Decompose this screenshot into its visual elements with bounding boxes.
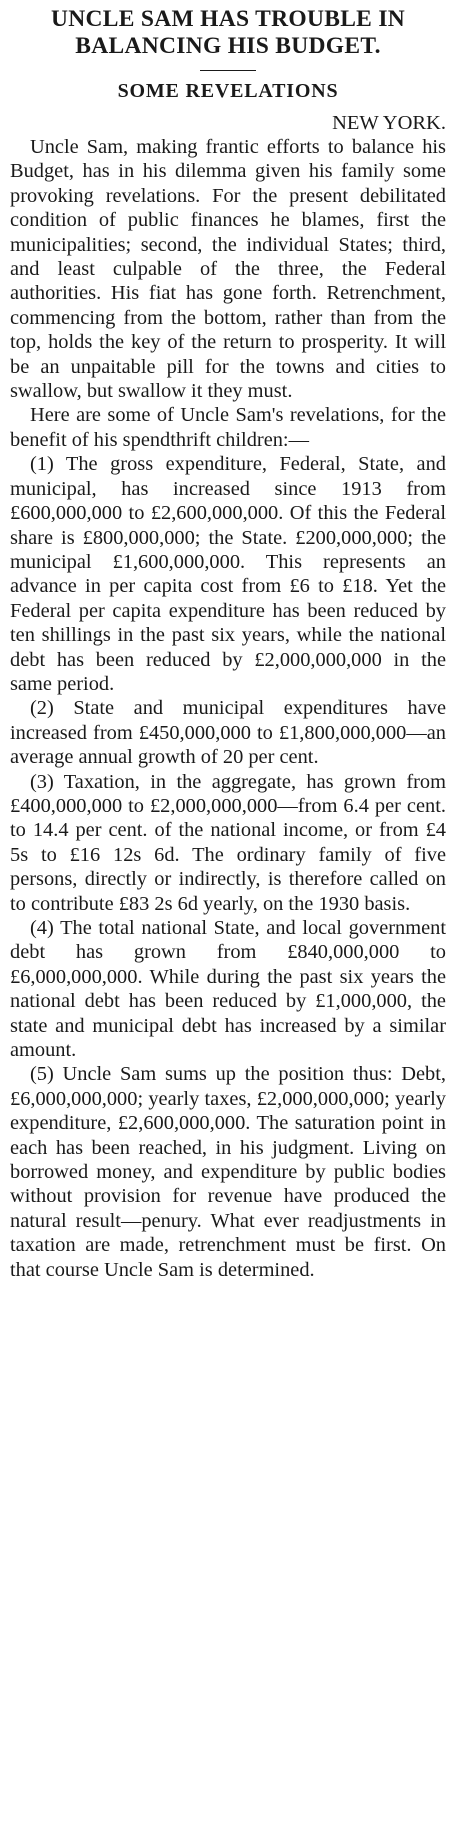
- article-paragraph: Here are some of Uncle Sam's revelations, for the benefit of his spendthrift children:—: [10, 404, 446, 451]
- article-paragraph: (4) The total national State, and local government debt has grown from £840,000,000 to £6,000,000,000. While during the past six years the national debt has been reduced by £1,000,000, the state and municipal debt has increased by a similar amount.: [10, 917, 446, 1062]
- article-dateline: NEW YORK.: [332, 112, 446, 134]
- newspaper-article: [10, 6, 446, 1282]
- article-paragraph: (2) State and municipal expenditures have increased from £450,000,000 to £1,800,000,000—an average annual growth of 20 per cent.: [10, 697, 446, 769]
- article-subheadline: SOME REVELATIONS: [117, 80, 339, 102]
- headline-divider: [200, 70, 256, 71]
- article-paragraph: (5) Uncle Sam sums up the position thus: Debt, £6,000,000,000; yearly taxes, £2,000,000,000; yearly expenditure, £2,600,000,000. The saturation point in each has been reached, in his judgment. Living on borrowed money, and expenditure by public bodies without provision for revenue have produced the natural result—penury. What ever readjustments in taxation are made, retrenchment must be first. On that course Uncle Sam is determined.: [10, 1063, 446, 1281]
- article-headline: UNCLE SAM HAS TROUBLE IN BALANCING HIS BUDGET.: [50, 6, 406, 59]
- article-paragraph: (3) Taxation, in the aggregate, has grown from £400,000,000 to £2,000,000,000—from 6.4 per cent. to 14.4 per cent. of the national income, or from £4 5s to £16 12s 6d. The ordinary family of five persons, directly or indirectly, is therefore called on to contribute £83 2s 6d yearly, on the 1930 basis.: [10, 770, 446, 915]
- article-paragraph: Uncle Sam, making frantic efforts to balance his Budget, has in his dilemma given his family some provoking revelations. For the present debilitated condition of public finances he blames, first the municipalities; second, the individual States; third, and least culpable of the three, the Federal authorities. His fiat has gone forth. Retrenchment, commencing from the bottom, rather than from the top, holds the key of the return to prosperity. It will be an unpaitable pill for the towns and cities to swallow, but swallow it they must.: [10, 136, 446, 403]
- article-body: [10, 135, 446, 1282]
- article-paragraph: (1) The gross expenditure, Federal, State, and municipal, has increased since 1913 from £600,000,000 to £2,600,000,000. Of this the Federal share is £800,000,000; the State. £200,000,000; the municipal £1,600,000,000. This represents an advance in per capita cost from £6 to £18. Yet the Federal per capita expenditure has been reduced by ten shillings in the past six years, while the national debt has been reduced by £2,000,000,000 in the same period.: [10, 453, 446, 695]
